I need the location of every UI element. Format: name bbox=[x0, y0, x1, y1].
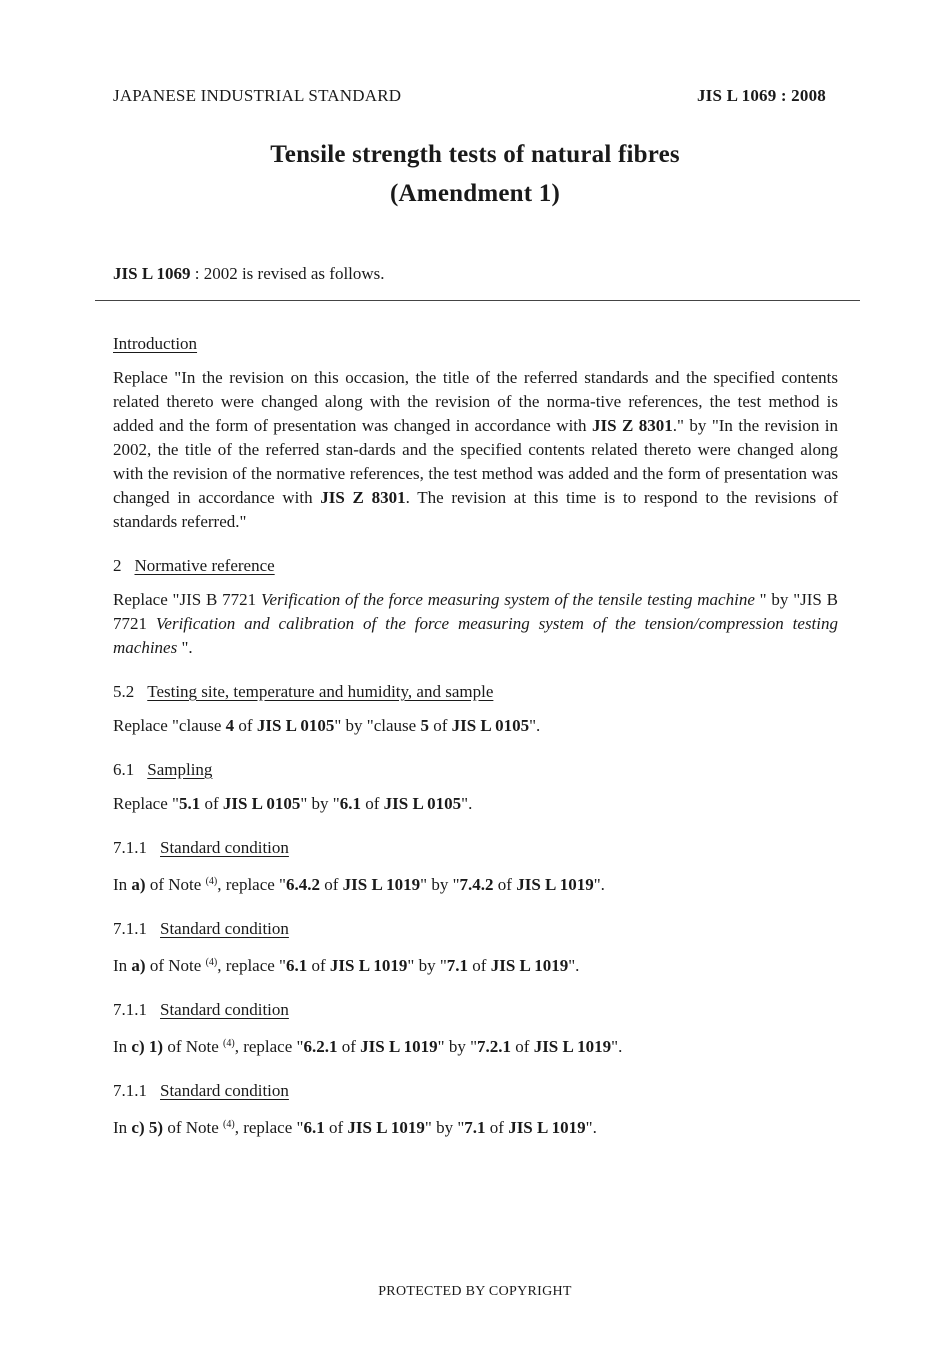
section-heading-2 bbox=[113, 554, 838, 578]
text-run: ". bbox=[593, 875, 605, 894]
section-text-6-1 bbox=[113, 792, 838, 816]
clause-ref: 7.1 bbox=[446, 956, 469, 975]
text-run: , replace " bbox=[217, 875, 286, 894]
text-run: of bbox=[337, 1037, 361, 1056]
item-ref: 1) bbox=[148, 1037, 164, 1056]
clause-ref: 7.4.2 bbox=[459, 875, 494, 894]
text-run: " by "JIS B 7721 bbox=[113, 590, 838, 633]
standard-ref: JIS L 1019 bbox=[360, 1037, 438, 1056]
text-run: " by "clause bbox=[334, 716, 421, 735]
text-run: ". bbox=[611, 1037, 623, 1056]
text-run: In bbox=[113, 875, 132, 894]
text-run: of Note bbox=[145, 956, 206, 975]
section-number: 7.1.1 bbox=[113, 1081, 147, 1100]
section-heading-7-1-1 bbox=[113, 917, 838, 941]
standard-ref: JIS Z 8301 bbox=[320, 488, 406, 507]
text-run: of bbox=[324, 1118, 348, 1137]
section-title: Testing site, temperature and humidity, and sample bbox=[147, 682, 494, 701]
text-run: of bbox=[200, 794, 223, 813]
document-subtitle: (Amendment 1) bbox=[390, 180, 560, 207]
clause-ref: 6.2.1 bbox=[303, 1037, 338, 1056]
standard-ref: JIS L 1019 bbox=[342, 875, 421, 894]
section-text-7-1-1 bbox=[113, 1113, 838, 1140]
standard-ref: JIS L 1019 bbox=[533, 1037, 612, 1056]
text-run: of bbox=[468, 956, 491, 975]
standard-ref: JIS Z 8301 bbox=[591, 416, 673, 435]
section-text-5-2 bbox=[113, 714, 838, 738]
item-ref: a) bbox=[131, 875, 146, 894]
section-heading-introduction bbox=[113, 332, 838, 356]
text-run: " by " bbox=[420, 875, 460, 894]
standard-ref: JIS L 1019 bbox=[508, 1118, 586, 1137]
standard-ref: JIS L 0105 bbox=[383, 794, 462, 813]
section-text-7-1-1 bbox=[113, 870, 838, 897]
text-run: ". bbox=[177, 638, 193, 657]
section-heading-5-2 bbox=[113, 680, 838, 704]
text-run: ". bbox=[568, 956, 580, 975]
section-title: Normative reference bbox=[134, 556, 275, 575]
revision-statement bbox=[113, 264, 385, 284]
header-standard-number: JIS L 1069 : 2008 bbox=[696, 86, 826, 105]
clause-ref: 6.4.2 bbox=[286, 875, 320, 894]
text-run: of bbox=[320, 875, 343, 894]
text-run: of bbox=[234, 716, 257, 735]
standard-ref: JIS L 1019 bbox=[347, 1118, 425, 1137]
header-standard-label: JAPANESE INDUSTRIAL STANDARD bbox=[113, 86, 402, 105]
section-title: Standard condition bbox=[160, 919, 289, 938]
standard-title: Verification of the force measuring system of the tensile testing machine bbox=[260, 590, 755, 609]
text-run: of bbox=[428, 716, 452, 735]
section-text-2 bbox=[113, 588, 838, 660]
item-ref: c) bbox=[131, 1037, 145, 1056]
section-text-introduction bbox=[113, 366, 838, 534]
section-heading-7-1-1 bbox=[113, 998, 838, 1022]
text-run: Replace "In the revision on this occasion, the title of the referred standards and the specified contents related thereto were changed along with the revision of the norma-tive references, the test method is added and the form of presentation was changed in accordance with bbox=[113, 368, 838, 435]
clause-ref: 6.1 bbox=[339, 794, 361, 813]
item-ref: 5) bbox=[148, 1118, 164, 1137]
section-title: Standard condition bbox=[160, 1000, 289, 1019]
section-heading-7-1-1 bbox=[113, 836, 838, 860]
section-title: Standard condition bbox=[160, 1081, 289, 1100]
clause-ref: 6.1 bbox=[303, 1118, 325, 1137]
text-run: ". bbox=[529, 716, 541, 735]
standard-ref: JIS L 0105 bbox=[256, 716, 335, 735]
text-run: Replace "JIS B 7721 bbox=[113, 590, 261, 609]
text-run: of bbox=[307, 956, 330, 975]
section-number: 5.2 bbox=[113, 682, 135, 701]
clause-ref: 6.1 bbox=[286, 956, 308, 975]
standard-ref: JIS L 0105 bbox=[451, 716, 530, 735]
section-heading-6-1 bbox=[113, 758, 838, 782]
section-title: Sampling bbox=[147, 760, 213, 779]
section-number: 6.1 bbox=[113, 760, 135, 779]
text-run: of bbox=[360, 794, 384, 813]
section-number: 7.1.1 bbox=[113, 838, 147, 857]
text-run: ." by "In the revision in 2002, the title of the referred stan-dards and the specified contents related thereto were changed along with the revision of the normative references, the test method was added and the form of presentation was changed in accordance with bbox=[113, 416, 838, 507]
item-ref: a) bbox=[131, 956, 146, 975]
text-run: of bbox=[493, 875, 517, 894]
divider bbox=[95, 300, 860, 301]
section-title: Introduction bbox=[113, 334, 198, 353]
note-marker: (4) bbox=[223, 1119, 235, 1130]
text-run: of bbox=[485, 1118, 509, 1137]
section-number: 7.1.1 bbox=[113, 919, 147, 938]
text-run: " by " bbox=[407, 956, 447, 975]
document-title: Tensile strength tests of natural fibres bbox=[270, 141, 680, 168]
section-number: 7.1.1 bbox=[113, 1000, 147, 1019]
clause-ref: 5.1 bbox=[178, 794, 201, 813]
text-run: Replace " bbox=[113, 794, 179, 813]
standard-ref: JIS L 1019 bbox=[329, 956, 408, 975]
clause-ref: 7.1 bbox=[464, 1118, 486, 1137]
amendment-body bbox=[113, 332, 838, 1160]
text-run: In bbox=[113, 1118, 132, 1137]
standard-ref: JIS L 1019 bbox=[516, 875, 594, 894]
text-run: ". bbox=[585, 1118, 597, 1137]
text-run: of Note bbox=[163, 1118, 224, 1137]
note-marker: (4) bbox=[223, 1038, 235, 1049]
text-run: . The revision at this time is to respond to the revisions of standards referred." bbox=[113, 488, 838, 531]
standard-title: Verification and calibration of the force measuring system of the tension/compression testing machines bbox=[113, 614, 839, 657]
revised-standard: JIS L 1069 bbox=[113, 264, 191, 283]
copyright-footer: PROTECTED BY COPYRIGHT bbox=[378, 1284, 572, 1299]
revised-text: : 2002 is revised as follows. bbox=[190, 264, 385, 283]
text-run: , replace " bbox=[217, 956, 286, 975]
section-heading-7-1-1 bbox=[113, 1079, 838, 1103]
note-marker: (4) bbox=[205, 957, 218, 968]
text-run: " by " bbox=[300, 794, 340, 813]
text-run: Replace "clause bbox=[113, 716, 226, 735]
section-title: Standard condition bbox=[160, 838, 289, 857]
text-run: , replace " bbox=[234, 1037, 304, 1056]
section-text-7-1-1 bbox=[113, 951, 838, 978]
standard-ref: JIS L 1019 bbox=[490, 956, 569, 975]
note-marker: (4) bbox=[205, 876, 218, 887]
text-run: , replace " bbox=[234, 1118, 304, 1137]
section-text-7-1-1 bbox=[113, 1032, 838, 1059]
section-number: 2 bbox=[113, 556, 122, 575]
standard-ref: JIS L 0105 bbox=[222, 794, 301, 813]
text-run: of Note bbox=[145, 875, 206, 894]
clause-ref: 7.2.1 bbox=[477, 1037, 512, 1056]
item-ref: c) bbox=[131, 1118, 145, 1137]
text-run: In bbox=[113, 1037, 132, 1056]
text-run: " by " bbox=[437, 1037, 478, 1056]
text-run: of Note bbox=[163, 1037, 224, 1056]
text-run: of bbox=[511, 1037, 534, 1056]
text-run: " by " bbox=[424, 1118, 465, 1137]
text-run: In bbox=[113, 956, 132, 975]
clause-ref: 4 bbox=[225, 716, 235, 735]
text-run: ". bbox=[461, 794, 473, 813]
clause-ref: 5 bbox=[420, 716, 429, 735]
